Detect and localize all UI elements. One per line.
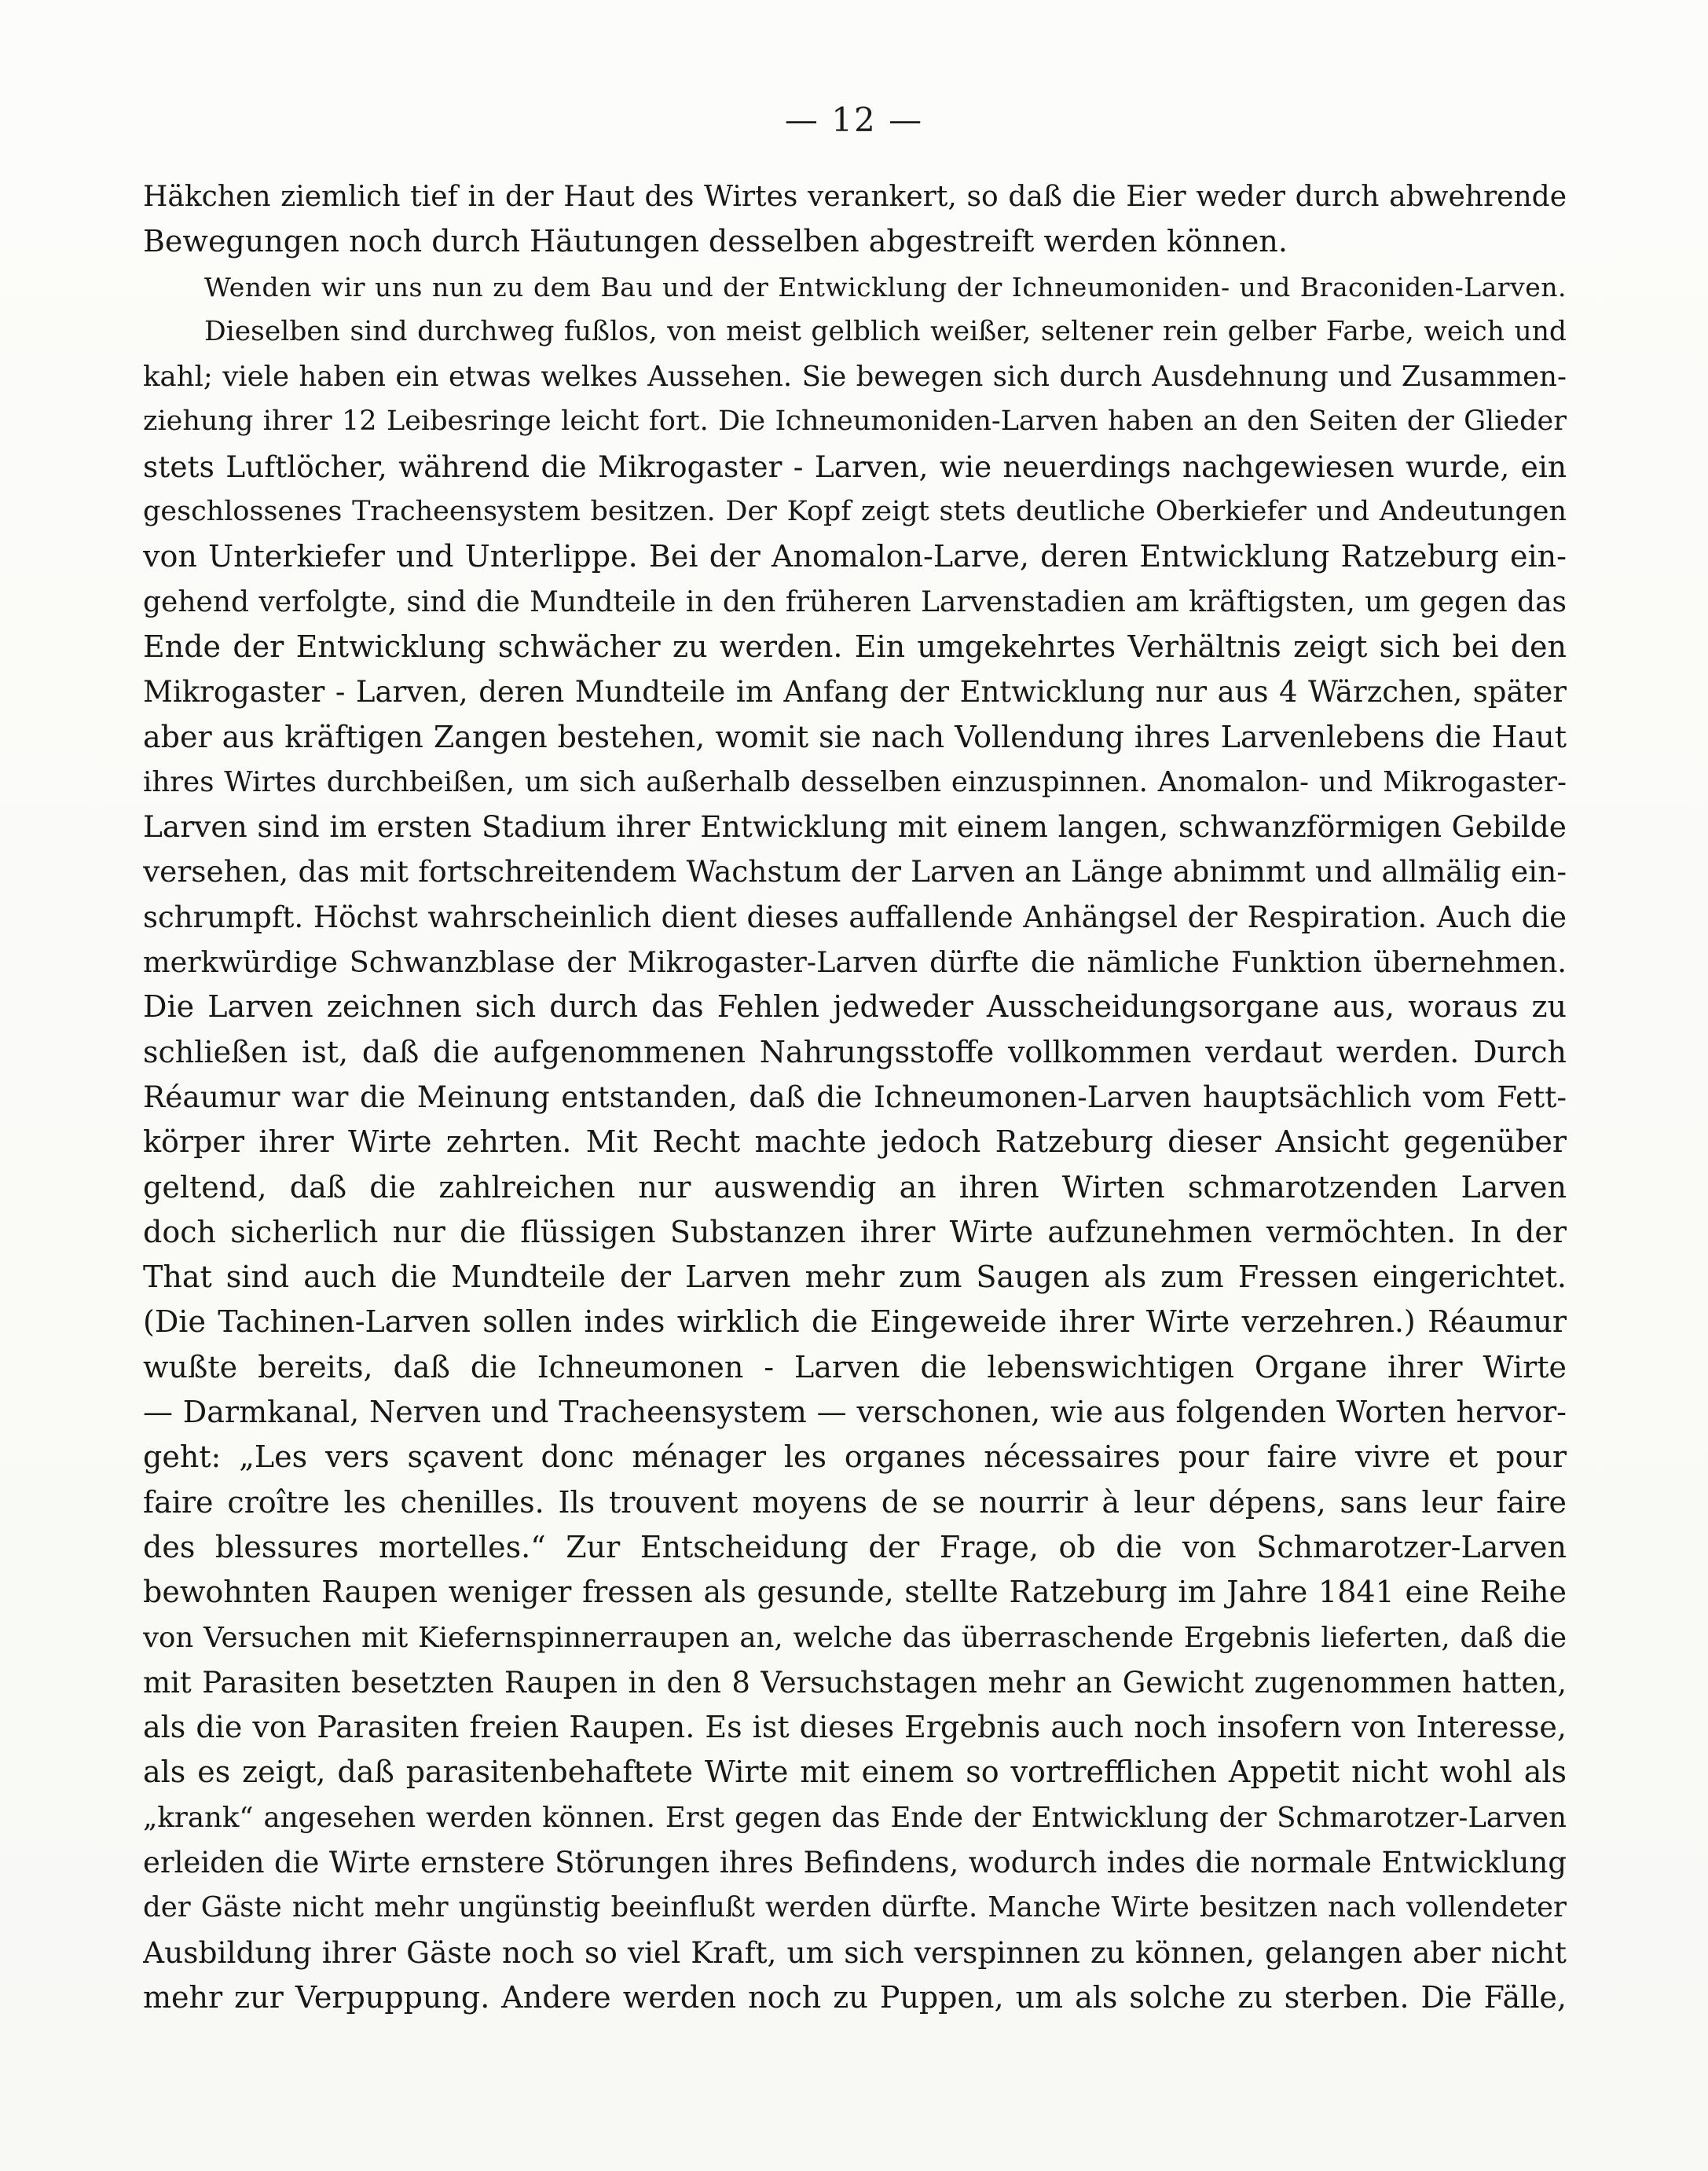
text-line: faire croître les chenilles. Ils trouvent moyens de se nourrir à leur dépens, sans leur faire (143, 1484, 1567, 1520)
text-line: Bewegungen noch durch Häutungen desselben abgestreift werden können. (143, 224, 1288, 259)
text-line: geht: „Les vers sçavent donc ménager les organes nécessaires pour faire vivre et pour (143, 1439, 1567, 1475)
text-line: von Unterkiefer und Unterlippe. Bei der Anomalon-Larve, deren Entwicklung Ratzeburg ein- (143, 539, 1567, 574)
text-line: geltend, daß die zahlreichen nur auswendig an ihren Wirten schmarotzenden Larven (143, 1169, 1567, 1205)
text-line: Häkchen ziemlich tief in der Haut des Wirtes verankert, so daß die Eier weder durch abwehrende (143, 181, 1567, 213)
text-line: erleiden die Wirte ernstere Störungen ihres Befindens, wodurch indes die normale Entwicklung (143, 1845, 1567, 1879)
text-line: stets Luftlöcher, während die Mikrogaster - Larven, wie neuerdings nachgewiesen wurde, ein (143, 449, 1567, 484)
text-line: wußte bereits, daß die Ichneumonen - Larven die lebenswichtigen Organe ihrer Wirte (143, 1349, 1567, 1384)
text-line: That sind auch die Mundteile der Larven mehr zum Saugen als zum Fressen eingerichtet. (143, 1260, 1567, 1295)
text-line: „krank“ angesehen werden können. Erst gegen das Ende der Entwicklung der Schmarotzer-Larven (143, 1801, 1567, 1834)
text-line: ziehung ihrer 12 Leibesringe leicht fort. Die Ichneumoniden-Larven haben an den Seiten der Glieder (143, 405, 1567, 438)
text-line: des blessures mortelles.“ Zur Entscheidung der Frage, ob die von Schmarotzer-Larven (143, 1529, 1567, 1564)
page-number: — 12 — (784, 101, 924, 139)
text-line: Larven sind im ersten Stadium ihrer Entwicklung mit einem langen, schwanzförmigen Gebilde (143, 809, 1567, 845)
text-line: ihres Wirtes durchbeißen, um sich außerhalb desselben einzuspinnen. Anomalon- und Mikrogaster- (143, 765, 1567, 798)
text-line: schließen ist, daß die aufgenommenen Nahrungsstoffe vollkommen verdaut werden. Durch (143, 1034, 1567, 1069)
text-line: bewohnten Raupen weniger fressen als gesunde, stellte Ratzeburg im Jahre 1841 eine Reihe (143, 1575, 1567, 1610)
text-line: Réaumur war die Meinung entstanden, daß die Ichneumonen-Larven hauptsächlich vom Fett- (143, 1079, 1567, 1114)
text-line: Ende der Entwicklung schwächer zu werden. Ein umgekehrtes Verhältnis zeigt sich bei den (143, 629, 1567, 664)
text-line: (Die Tachinen-Larven sollen indes wirklich die Eingeweide ihrer Wirte verzehren.) Réaumur (143, 1304, 1567, 1340)
text-line: Die Larven zeichnen sich durch das Fehlen jedweder Ausscheidungsorgane aus, woraus zu (143, 989, 1567, 1025)
text-line: schrumpft. Höchst wahrscheinlich dient dieses auffallende Anhängsel der Respiration. Auch die (143, 900, 1567, 934)
text-line: als es zeigt, daß parasitenbehaftete Wirte mit einem so vortrefflichen Appetit nicht wohl als (143, 1755, 1567, 1790)
text-line: kahl; viele haben ein etwas welkes Aussehen. Sie bewegen sich durch Ausdehnung und Zusammen- (143, 361, 1567, 394)
text-line: versehen, das mit fortschreitendem Wachstum der Larven an Länge abnimmt und allmälig ein- (143, 854, 1567, 889)
text-line: der Gäste nicht mehr ungünstig beeinflußt werden dürfte. Manche Wirte besitzen nach vollendeter (143, 1891, 1567, 1924)
text-line: gehend verfolgte, sind die Mundteile in den früheren Larvenstadien am kräftigsten, um gegen das (143, 585, 1567, 618)
text-line: merkwürdige Schwanzblase der Mikrogaster-Larven dürfte die nämliche Funktion übernehmen. (143, 945, 1567, 980)
text-line: Mikrogaster - Larven, deren Mundteile im Anfang der Entwicklung nur aus 4 Wärzchen, später (143, 675, 1567, 710)
text-line: Dieselben sind durchweg fußlos, von meist gelblich weißer, seltener rein gelber Farbe, weich und (204, 315, 1567, 347)
text-line: Ausbildung ihrer Gäste noch so viel Kraft, um sich verspinnen zu können, gelangen aber nicht (143, 1934, 1567, 1970)
text-line: geschlossenes Tracheensystem besitzen. Der Kopf zeigt stets deutliche Oberkiefer und Andeutungen (143, 496, 1567, 528)
body-text (143, 174, 1567, 2020)
text-line: doch sicherlich nur die flüssigen Substanzen ihrer Wirte aufzunehmen vermöchten. In der (143, 1214, 1567, 1249)
text-line: körper ihrer Wirte zehrten. Mit Recht machte jedoch Ratzeburg dieser Ansicht gegenüber (143, 1124, 1567, 1160)
text-line: aber aus kräftigen Zangen bestehen, womit sie nach Vollendung ihres Larvenlebens die Haut (143, 719, 1567, 754)
text-line: Wenden wir uns nun zu dem Bau und der Entwicklung der Ichneumoniden- und Braconiden-Larven. (204, 271, 1567, 303)
text-line: von Versuchen mit Kiefernspinnerraupen an, welche das überraschende Ergebnis lieferten, daß die (143, 1621, 1567, 1654)
text-line: — Darmkanal, Nerven und Tracheensystem — verschonen, wie aus folgenden Worten hervor- (143, 1395, 1567, 1430)
text-line: als die von Parasiten freien Raupen. Es ist dieses Ergebnis auch noch insofern von Interesse, (143, 1710, 1567, 1745)
text-line: mehr zur Verpuppung. Andere werden noch zu Puppen, um als solche zu sterben. Die Fälle, (143, 1979, 1567, 2015)
text-line: mit Parasiten besetzten Raupen in den 8 Versuchstagen mehr an Gewicht zugenommen hatten, (143, 1665, 1567, 1700)
